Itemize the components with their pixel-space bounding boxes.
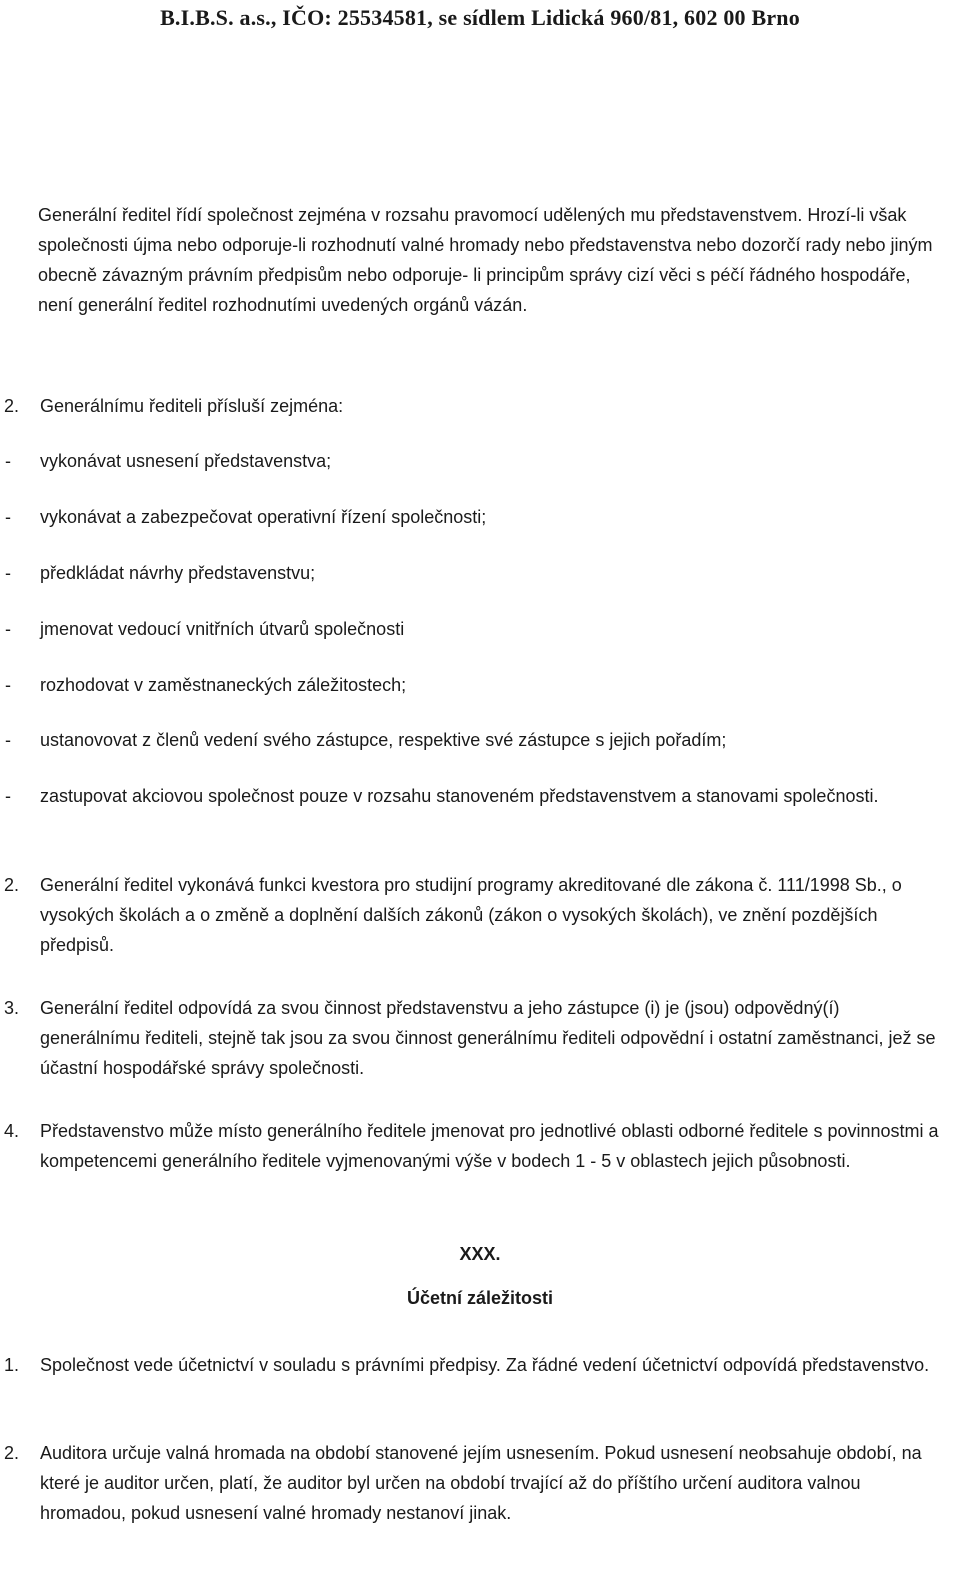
bullet-text: jmenovat vedoucí vnitřních útvarů společnosti (40, 619, 405, 639)
item-number: 2. (4, 396, 20, 416)
item-number: 3. (4, 998, 20, 1018)
item-number: 1. (4, 1355, 20, 1375)
item-number: 2. (4, 1443, 20, 1463)
item-text: Generální ředitel odpovídá za svou činnost představenstvu a jeho zástupce (i) je (jsou) odpovědný(í) generálnímu řediteli, stejně tak jsou za svou činnost generálnímu řediteli odpovědní i ostatní zaměstnanci, jež se účastní hospodářské správy společnosti. (40, 998, 936, 1078)
item-text: Společnost vede účetnictví v souladu s právními předpisy. Za řádné vedení účetnictví odpovídá představenstvo. (40, 1355, 930, 1375)
item-text: Generální ředitel vykonává funkci kvestora pro studijní programy akreditované dle zákona č. 111/1998 Sb., o vysokých školách a o změně a doplnění dalších zákonů (zákon o vysokých školách), ve znění pozdějších předpisů. (40, 875, 902, 955)
bullet-dash: - (5, 507, 11, 527)
bullet-text: vykonávat usnesení představenstva; (40, 451, 332, 471)
bullet-text: ustanovovat z členů vedení svého zástupce, respektive své zástupce s jejich pořadím; (40, 730, 727, 750)
part-title: Účetní záležitosti (406, 1288, 554, 1308)
bullet-dash: - (5, 786, 11, 806)
bullet-dash: - (5, 675, 11, 695)
item-text: Auditora určuje valná hromada na období stanovené jejím usnesením. Pokud usnesení neobsahuje období, na které je auditor určen, platí, že auditor byl určen na období trvající až do příštího určení auditora valnou hromadou, pokud usnesení valné hromady nestanoví jinak. (40, 1443, 922, 1523)
bullet-text: předkládat návrhy představenstvu; (40, 563, 316, 583)
bullet-dash: - (5, 730, 11, 750)
item-text: Představenstvo může místo generálního ředitele jmenovat pro jednotlivé oblasti odborné ředitele s povinnostmi a kompetencemi generálního ředitele vyjmenovanými výše v bodech 1 - 5 v oblastech jejich působnosti. (40, 1121, 939, 1171)
part-heading: XXX. (459, 1244, 501, 1264)
bullet-text: vykonávat a zabezpečovat operativní řízení společnosti; (40, 507, 487, 527)
item-number: 2. (4, 875, 20, 895)
document-header: B.I.B.S. a.s., IČO: 25534581, se sídlem Lidická 960/81, 602 00 Brno (160, 5, 800, 30)
item-text: Generálnímu řediteli přísluší zejména: (40, 396, 344, 416)
intro-paragraph: Generální ředitel řídí společnost zejména v rozsahu pravomocí udělených mu představenstvem. Hrozí-li však společnosti újma nebo odporuje-li rozhodnutí valné hromady nebo představenstva nebo dozorčí rady nebo jiným obecně závazným právním předpisům nebo odporuje- li principům správy cizí věci s péčí řádného hospodáře, není generální ředitel rozhodnutími uvedených orgánů vázán. (38, 205, 933, 315)
bullet-text: zastupovat akciovou společnost pouze v rozsahu stanoveném představenstvem a stanovami společnosti. (40, 786, 879, 806)
bullet-dash: - (5, 563, 11, 583)
item-number: 4. (4, 1121, 20, 1141)
bullet-text: rozhodovat v zaměstnaneckých záležitostech; (40, 675, 407, 695)
bullet-dash: - (5, 619, 11, 639)
bullet-dash: - (5, 451, 11, 471)
